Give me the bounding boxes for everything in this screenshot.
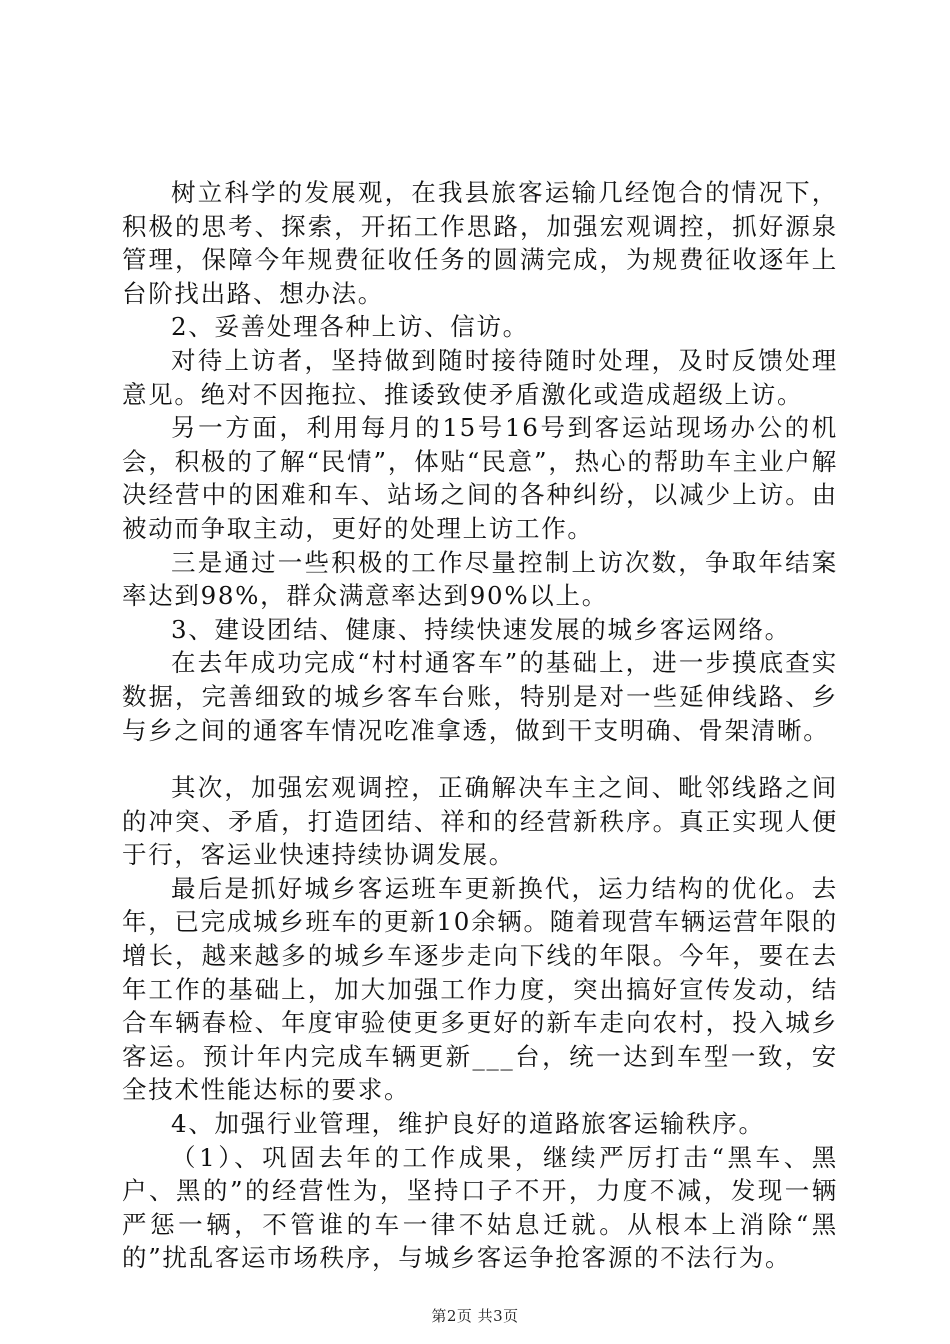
paragraph-1: 树立科学的发展观，在我县旅客运输几经饱合的情况下，积极的思考、探索，开拓工作思路，加强宏观调控，抓好源泉管理，保障今年规费征收任务的圆满完成，为规费征收逐年上台阶找出路、想办法。 [122, 178, 838, 308]
paragraph-7: 最后是抓好城乡客运班车更新换代，运力结构的优化。去年，已完成城乡班车的更新10余辆。随着现营车辆运营年限的增长，越来越多的城乡车逐步走向下线的年限。今年，要在去年工作的基础上，加大加强工作力度，突出搞好宣传发动，结合车辆春检、年度审验使更多更好的新车走向农村，投入城乡客运。预计年内完成车辆更新___台，统一达到车型一致，安全技术性能达标的要求。 [122, 873, 838, 1105]
paragraph-8: （1）、巩固去年的工作成果，继续严厉打击“黑车、黑户、黑的”的经营性为，坚持口子不开，力度不减，发现一辆严惩一辆，不管谁的车一律不姑息迁就。从根本上消除“黑的”扰乱客运市场秩序，与城乡客运争抢客源的不法行为。 [122, 1142, 838, 1273]
paragraph-5: 在去年成功完成“村村通客车”的基础上，进一步摸底查实数据，完善细致的城乡客车台账，特别是对一些延伸线路、乡与乡之间的通客车情况吃准拿透，做到干支明确、骨架清晰。 [122, 648, 838, 745]
paragraph-6: 其次，加强宏观调控，正确解决车主之间、毗邻线路之间的冲突、矛盾，打造团结、祥和的经营新秩序。真正实现人便于行，客运业快速持续协调发展。 [122, 773, 838, 870]
paragraph-3: 另一方面，利用每月的15号16号到客运站现场办公的机会，积极的了解“民情”，体贴“民意”，热心的帮助车主业户解决经营中的困难和车、站场之间的各种纠纷，以减少上访。由被动而争取主动，更好的处理上访工作。 [122, 413, 838, 543]
section-heading-4: 4、加强行业管理，维护良好的道路旅客运输秩序。 [171, 1109, 765, 1139]
paragraph-4: 三是通过一些积极的工作尽量控制上访次数，争取年结案率达到98%，群众满意率达到90%以上。 [122, 547, 838, 611]
section-heading-3: 3、建设团结、健康、持续快速发展的城乡客运网络。 [171, 614, 791, 644]
section-heading-2: 2、妥善处理各种上访、信访。 [171, 312, 529, 342]
paragraph-2: 对待上访者，坚持做到随时接待随时处理，及时反馈处理意见。绝对不因拖拉、推诿致使矛盾激化或造成超级上访。 [122, 345, 838, 409]
document-body [122, 176, 838, 1275]
page-footer: 第2页 共3页 [431, 1307, 519, 1325]
